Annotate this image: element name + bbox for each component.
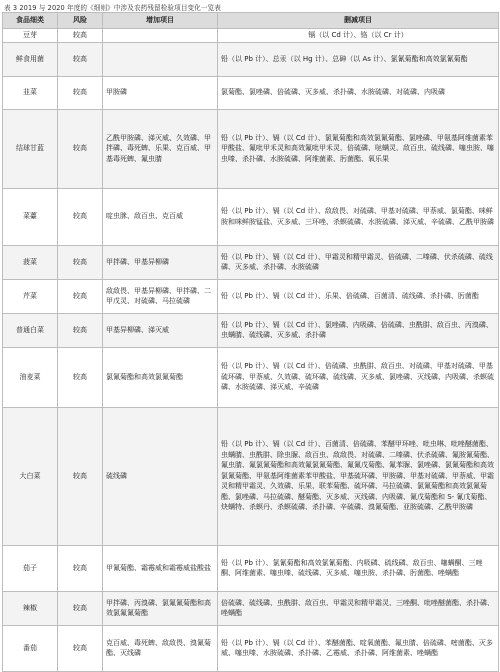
cell-food: 大白菜 — [3, 407, 58, 545]
table-row — [3, 245, 499, 279]
header-removed: 删减项目 — [218, 13, 499, 29]
cell-added: 硫线磷 — [103, 407, 218, 545]
cell-risk: 较高 — [58, 407, 103, 545]
cell-removed: 铅（以 Pb 计）、镉（以 Cd 计）、乐果、倍硫磷、百菌清、硫线磷、杀扑磷、肟菌酯 — [218, 279, 499, 313]
cell-risk: 较高 — [58, 245, 103, 279]
cell-removed: 氯菊酯、氯唑磷、倍硫磷、灭多威、杀扑磷、水胺硫磷、对硫磷、内吸磷 — [218, 76, 499, 109]
cell-food: 油麦菜 — [3, 347, 58, 407]
cell-removed: 倍硫磷、硫线磷、虫酰肼、敌百虫、甲霜灵和精甲霜灵、三唑酮、吡唑醚菌酯、杀扑磷、唑螨酯 — [218, 591, 499, 625]
cell-food: 番茄 — [3, 625, 58, 671]
table-row — [3, 625, 499, 671]
pesticide-change-table — [2, 12, 499, 672]
cell-risk: 较高 — [58, 591, 103, 625]
cell-added: 克百威、毒死蜱、敌敌畏、溴氰菊酯、灭线磷 — [103, 625, 218, 671]
table-row — [3, 591, 499, 625]
cell-food: 韭菜 — [3, 76, 58, 109]
table-row — [3, 42, 499, 76]
cell-food: 结球甘蓝 — [3, 109, 58, 188]
cell-risk: 较高 — [58, 29, 103, 43]
header-risk: 风险 — [58, 13, 103, 29]
cell-risk: 较高 — [58, 188, 103, 245]
cell-food: 菠菜 — [3, 245, 58, 279]
table-row — [3, 29, 499, 43]
cell-risk: 较高 — [58, 545, 103, 591]
cell-food: 辣椒 — [3, 591, 58, 625]
cell-risk: 较高 — [58, 313, 103, 347]
cell-food: 鲜食用菌 — [3, 42, 58, 76]
cell-removed: 铅（以 Pb 计）、氯氰菊酯和高效氯氰菊酯、内吸磷、硫线磷、敌百虫、噻螨酮、三唑酮、阿维菌素、噻虫嗪、硫线磷、灭多威、噻虫胺、杀扑磷、肟菌酯、唑螨酯 — [218, 545, 499, 591]
cell-added: 甲拌磷、丙溴磷、氯氟氰菊酯和高效氯氟氰菊酯 — [103, 591, 218, 625]
table-row — [3, 545, 499, 591]
cell-removed: 铅（以 Pb 计）、镉（以 Cd 计）、苯醚菌酯、啶氧菌酯、氟虫腈、倍硫磷、嘧菌酯、灭多威、噻虫嗪、水胺硫磷、杀扑磷、乙霉威、杀扑磷、阿维菌素、唑螨酯 — [218, 625, 499, 671]
cell-added: 甲拌磷、甲基异柳磷 — [103, 245, 218, 279]
table-row — [3, 188, 499, 245]
cell-added: 敌敌畏、甲基异柳磷、甲拌磷、二甲戊灵、对硫磷、马拉硫磷 — [103, 279, 218, 313]
header-row — [3, 13, 499, 29]
cell-removed: 铅（以 Pb 计）、镉（以 Cd 计）、倍硫磷、虫酰肼、敌百虫、对硫磷、甲基对硫磷、甲基硫环磷、甲萘威、久效磷、硫环磷、硫线磷、灭多威、氯唑磷、灭线磷、内吸磷、杀螟硫磷、水胺硫磷、涕灭威、辛硫磷 — [218, 347, 499, 407]
table-row — [3, 313, 499, 347]
header-added: 增加项目 — [103, 13, 218, 29]
cell-food: 菜薹 — [3, 188, 58, 245]
cell-added: 啶虫脒、敌百虫、克百威 — [103, 188, 218, 245]
cell-added: 甲基异柳磷、涕灭威 — [103, 313, 218, 347]
cell-risk: 较高 — [58, 279, 103, 313]
cell-risk: 较高 — [58, 625, 103, 671]
table-caption: 表 3 2019 与 2020 年度的《细则》中涉及农药残留检验项目变化一览表 — [4, 4, 221, 12]
cell-removed: 铅（以 Pb 计）、镉（以 Cd 计）、氯氰菊酯和高效氯氰菊酯、氯唑磷、甲氨基阿维菌素苯甲酸盐、氟吡甲禾灵和高效氟吡甲禾灵、倍硫磷、哒螨灵、敌百虫、硫线磷、噻虫胺、噻虫嗪、杀扑磷、水胺硫磷、阿维菌素、肟菌酯、氧乐果 — [218, 109, 499, 188]
table-row — [3, 407, 499, 545]
table-row — [3, 347, 499, 407]
cell-removed: 铅（以 Pb 计）、镉（以 Cd 计）、敌敌畏、对硫磷、甲基对硫磷、甲萘威、氯菊酯、咪鲜胺和咪鲜胺锰盐、灭多威、三环唑、杀螟硫磷、水胺硫磷、涕灭威、辛硫磷、乙酰甲胺磷 — [218, 188, 499, 245]
table-row — [3, 279, 499, 313]
cell-removed: 镉（以 Cd 计）、铬（以 Cr 计） — [218, 29, 499, 43]
cell-added: 甲氰菊酯、霜霉威和霜霉威盐酸盐 — [103, 545, 218, 591]
cell-removed: 铅（以 Pb 计）、镉（以 Cd 计）、氯唑磷、内吸磷、倍硫磷、虫酰肼、敌百虫、丙溴磷、虫螨腈、硫线磷、灭多威、杀扑磷 — [218, 313, 499, 347]
cell-food: 普通白菜 — [3, 313, 58, 347]
cell-food: 豆芽 — [3, 29, 58, 43]
cell-removed: 铅（以 Pb 计）、镉（以 Cd 计）、甲霜灵和精甲霜灵、倍硫磷、二嗪磷、伏杀硫磷、硫线磷、灭多威、杀扑磷、水胺硫磷 — [218, 245, 499, 279]
cell-removed: 铅（以 Pb 计）、总汞（以 Hg 计）、总砷（以 As 计）、氯氰菊酯和高效氯氰菊酯 — [218, 42, 499, 76]
cell-risk: 较高 — [58, 76, 103, 109]
cell-added: 乙酰甲胺磷、涕灭威、久效磷、甲拌磷、毒死蜱、乐果、克百威、甲基毒死蜱、氟虫腈 — [103, 109, 218, 188]
cell-risk: 较高 — [58, 109, 103, 188]
table-row — [3, 76, 499, 109]
table-row — [3, 109, 499, 188]
cell-removed: 铅（以 Pb 计）、镉（以 Cd 计）、百菌清、倍硫磷、苯醚甲环唑、吡虫啉、吡唑醚菌酯、虫螨腈、虫酰肼、除虫脲、敌百虫、敌敌畏、对硫磷、二嗪磷、伏杀硫磷、氟胺氰菊酯、氟虫腈、氟氯氰菊酯和高效氟氯氰菊酯、氟氰戊菊酯、氟苯脲、氯唑磷、氯氰菊酯和高效氯氰菊酯、甲氨基阿维菌素苯甲酸盐、甲基硫环磷、甲胺磷、甲基对硫磷、甲萘威、甲霜灵和精甲霜灵、久效磷、乐果、联苯菊酯、硫环磷、马拉硫磷、氯氰菊酯和高效氯氰菊酯、氯唑磷、马拉硫磷、醚菊酯、灭多威、灭线磷、内吸磷、氰戊菊酯和 S- 氰戊菊酯、炔螨特、杀螟丹、杀螟硫磷、杀扑磷、辛硫磷、溴氰菊酯、亚胺硫磷、乙酰甲胺磷 — [218, 407, 499, 545]
cell-added: 氯氰菊酯和高效氯氰菊酯 — [103, 347, 218, 407]
cell-risk: 较高 — [58, 347, 103, 407]
cell-food: 茄子 — [3, 545, 58, 591]
cell-food: 芹菜 — [3, 279, 58, 313]
header-food: 食品细类 — [3, 13, 58, 29]
cell-added: 甲胺磷 — [103, 76, 218, 109]
cell-risk: 较高 — [58, 42, 103, 76]
cell-added — [103, 29, 218, 43]
cell-added — [103, 42, 218, 76]
